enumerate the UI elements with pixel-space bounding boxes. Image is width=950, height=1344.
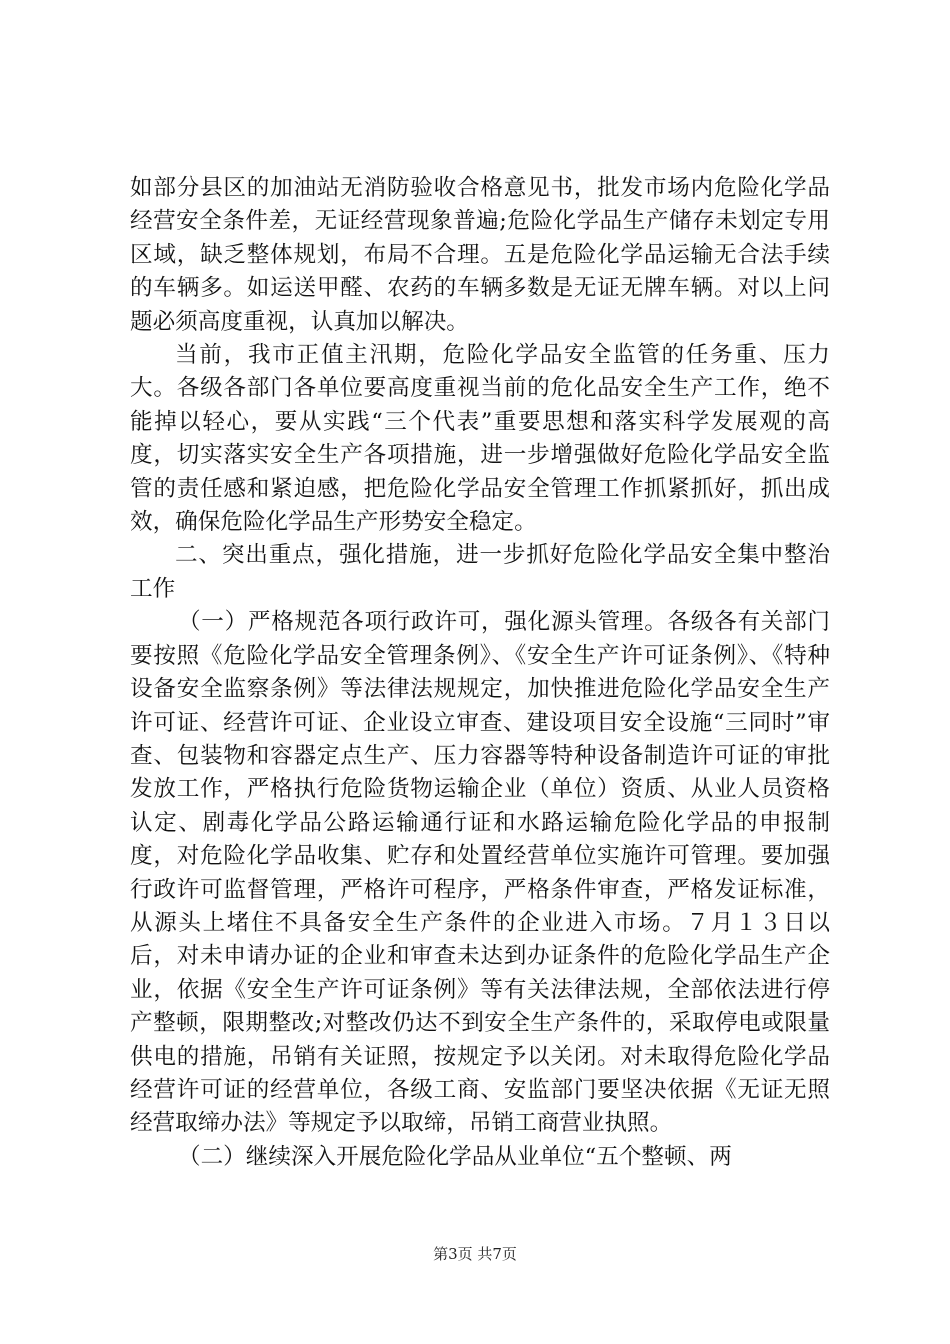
paragraph-item-two: （二）继续深入开展危险化学品从业单位“五个整顿、两 xyxy=(178,1143,732,1170)
paragraph-item-one: （一）严格规范各项行政许可，强化源头管理。各级各有关部门要按照《危险化学品安全管理条例》、《安全生产许可证条例》、《特种设备安全监察条例》等法律法规规定，加快推进危险化学品安全生产许可证、经营许可证、企业设立审查、建设项目安全设施“三同时”审查、包装物和容器定点生产、压力容器等特种设备制造许可证的审批发放工作，严格执行危险货物运输企业（单位）资质、从业人员资格认定、剧毒化学品公路运输通行证和水路运输危险化学品的申报制度，对危险化学品收集、贮存和处置经营单位实施许可管理。要加强行政许可监督管理，严格许可程序，严格条件审查，严格发证标准，从源头上堵住不具备安全生产条件的企业进入市场。７月１３日以后，对未申请办证的企业和审查未达到办证条件的危险化学品生产企业，依据《安全生产许可证条例》等有关法律法规，全部依法进行停产整顿，限期整改;对整改仍达不到安全生产条件的，采取停电或限量供电的措施，吊销有关证照，按规定予以关闭。对未取得危险化学品经营许可证的经营单位，各级工商、安监部门要坚决依据《无证无照经营取缔办法》等规定予以取缔，吊销工商营业执照。 xyxy=(130,609,830,1137)
document-body xyxy=(130,172,830,1174)
section-heading-two: 二、突出重点，强化措施，进一步抓好危险化学品安全集中整治工作 xyxy=(130,542,830,602)
page-footer: 第3页 共7页 xyxy=(433,1245,517,1263)
paragraph-continuation: 如部分县区的加油站无消防验收合格意见书，批发市场内危险化学品经营安全条件差，无证经营现象普遍;危险化学品生产储存未划定专用区域，缺乏整体规划，布局不合理。五是危险化学品运输无合法手续的车辆多。如运送甲醛、农药的车辆多数是无证无牌车辆。对以上问题必须高度重视，认真加以解决。 xyxy=(130,175,830,335)
paragraph-current-situation: 当前，我市正值主汛期，危险化学品安全监管的任务重、压力大。各级各部门各单位要高度重视当前的危化品安全生产工作，绝不能掉以轻心，要从实践“三个代表”重要思想和落实科学发展观的高度，切实落实安全生产各项措施，进一步增强做好危险化学品安全监管的责任感和紧迫感，把危险化学品安全管理工作抓紧抓好，抓出成效，确保危险化学品生产形势安全稳定。 xyxy=(130,342,830,536)
